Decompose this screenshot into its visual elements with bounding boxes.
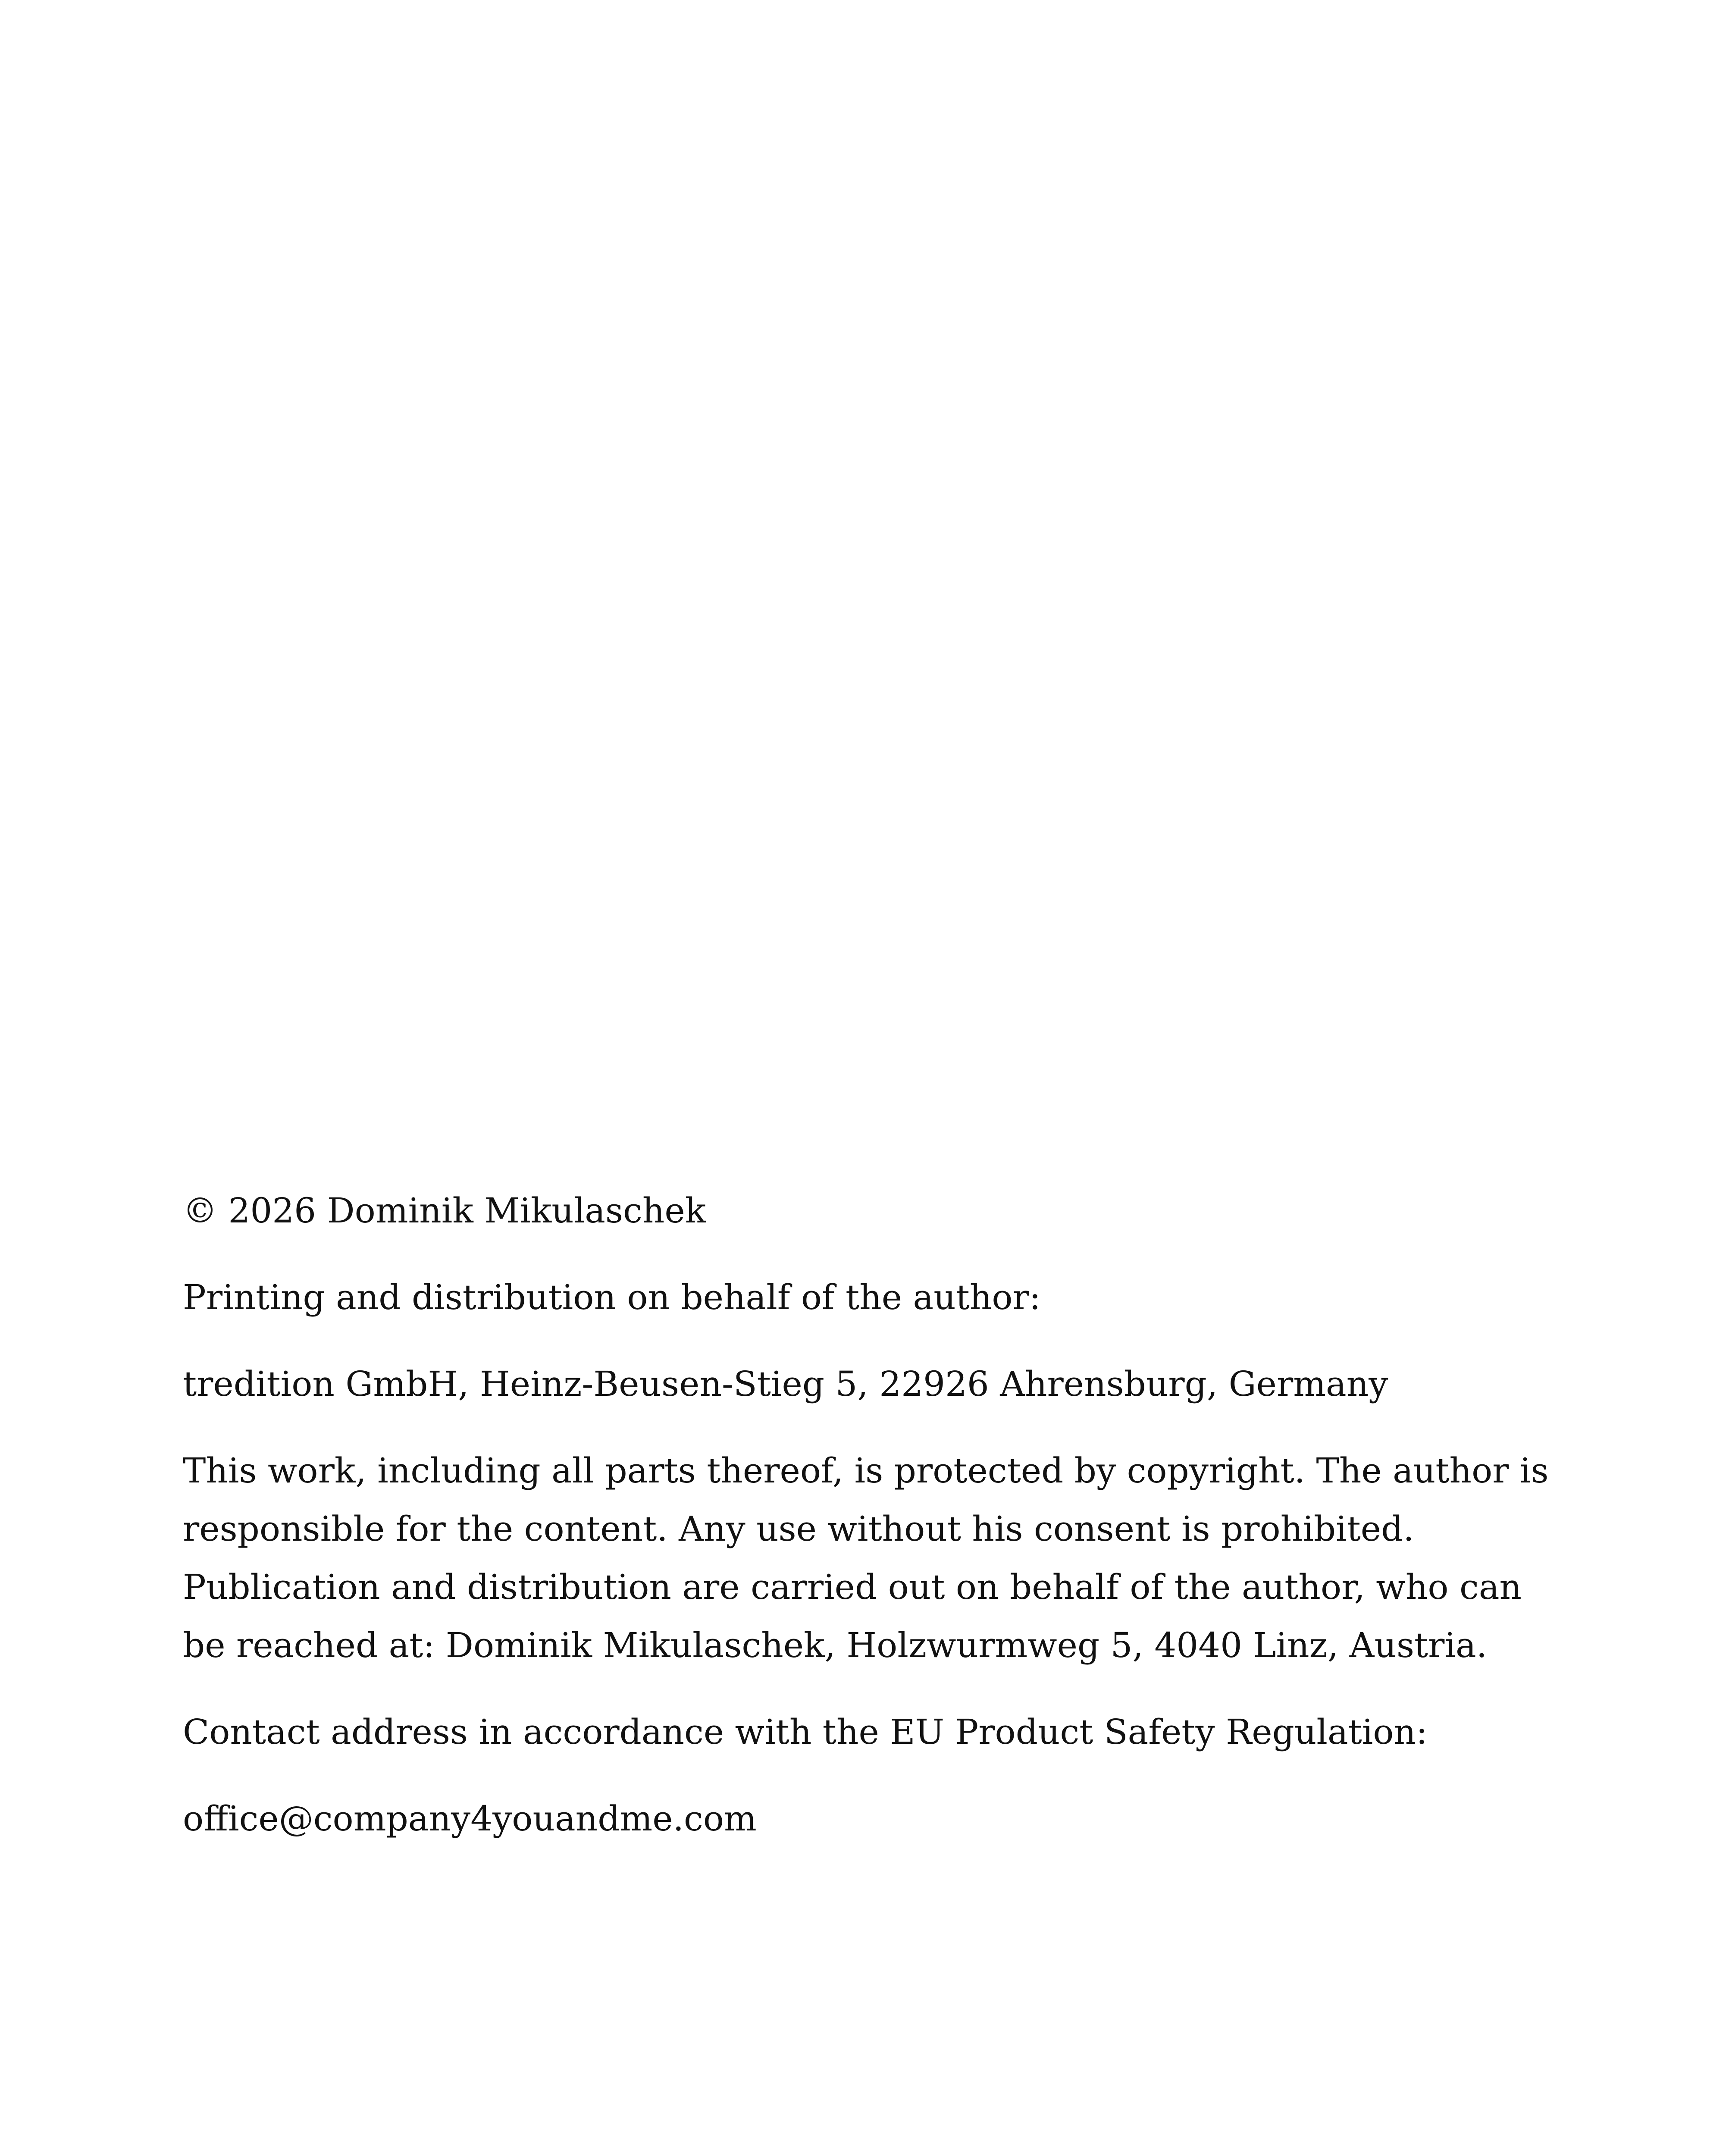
- publisher-address: tredition GmbH, Heinz-Beusen-Stieg 5, 22926 Ahrensburg, Germany: [183, 1364, 1388, 1404]
- rights-paragraph: This work, including all parts thereof, is protected by copyright. The author is responsible for the content. Any use without his consent is prohibited. Publication and distribution are carried out on behalf of the author, who can be reached at: Dominik Mikulaschek, Holzwurmweg 5, 4040 Linz, Austria.: [183, 1451, 1549, 1665]
- contact-heading: Contact address in accordance with the EU Product Safety Regulation:: [183, 1712, 1428, 1752]
- printing-note: Printing and distribution on behalf of the author:: [183, 1277, 1041, 1317]
- imprint-block: [183, 1181, 1563, 1848]
- contact-email: office@company4youandme.com: [183, 1799, 757, 1839]
- copyright-line: © 2026 Dominik Mikulaschek: [183, 1191, 706, 1231]
